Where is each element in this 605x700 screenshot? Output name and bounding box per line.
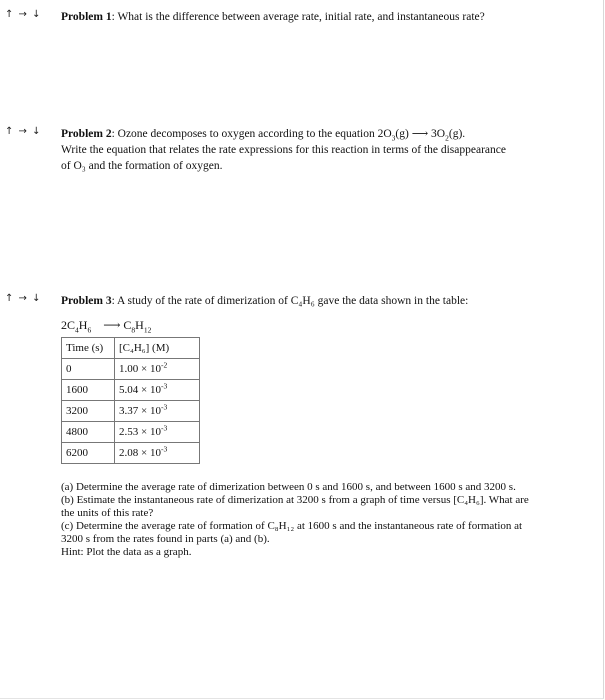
table-row xyxy=(62,401,200,422)
problem-2-line-1 xyxy=(61,126,551,142)
dimerization-data-table xyxy=(61,337,200,464)
concentration-cell: $5.04 \times 10^{-3}$ xyxy=(115,380,200,401)
problem-3 xyxy=(61,293,551,309)
header-time: Time (s) xyxy=(62,338,115,359)
part-c: (c) Determine the average rate of formation of C₈H₁₂ at 1600 s and the instantaneous rate of formation at 3200 s from the rates found in parts (a) and (b). xyxy=(61,520,523,545)
ozone-subscript: 3 xyxy=(391,133,396,143)
table-row xyxy=(62,380,200,401)
part-b: (b) Estimate the instantaneous rate of dimerization at 3200 s from a graph of time versus [C₄H₆]. What are the units of this rate? xyxy=(61,494,529,519)
concentration-cell: $2.08 \times 10^{-3}$ xyxy=(115,443,200,464)
product-h-subscript: 12 xyxy=(143,325,152,335)
problem-3-parts xyxy=(61,481,541,559)
problem-2-line-3: of O₃ and the formation of oxygen. xyxy=(61,160,223,172)
time-cell: 3200 xyxy=(62,401,115,422)
table-row xyxy=(62,443,200,464)
dimerization-equation xyxy=(61,318,151,333)
problem-2 xyxy=(61,126,551,174)
reorder-arrows-icon-2[interactable]: ↑ → ↓ xyxy=(5,126,42,137)
reorder-arrows-icon-1[interactable]: ↑ → ↓ xyxy=(5,9,42,20)
problem-3-text: : A study of the rate of dimerization of C₄H₆ gave the data shown in the table: xyxy=(111,295,469,307)
oxygen-subscript: 2 xyxy=(445,133,449,143)
product-c-subscript: 8 xyxy=(131,325,136,335)
problem-2-equation-end: (g). xyxy=(448,128,466,140)
product-c: C xyxy=(123,318,132,332)
time-cell: 6200 xyxy=(62,443,115,464)
time-cell: 4800 xyxy=(62,422,115,443)
header-concentration: [C₄H₆] (M) xyxy=(115,338,200,359)
problem-1-label: Problem 1 xyxy=(61,11,112,23)
reactant-c-subscript: 4 xyxy=(75,325,79,335)
problem-1 xyxy=(61,9,551,25)
reactant-h-subscript: 6 xyxy=(87,325,92,335)
table-row xyxy=(62,359,200,380)
table-header-row xyxy=(62,338,200,359)
problem-2-equation-mid: (g) ⟶ 3O xyxy=(395,128,446,140)
problem-2-text: : Ozone decomposes to oxygen according to the equation 2O xyxy=(111,128,392,140)
problem-2-label: Problem 2 xyxy=(61,128,112,140)
reactant-c: 2C xyxy=(61,318,76,332)
reactant-h: H xyxy=(78,318,88,332)
concentration-cell: $3.37 \times 10^{-3}$ xyxy=(115,401,200,422)
table-row xyxy=(62,422,200,443)
problem-2-line-2: Write the equation that relates the rate expressions for this reaction in terms of the disappearance xyxy=(61,144,506,156)
time-cell: 0 xyxy=(62,359,115,380)
time-cell: 1600 xyxy=(62,380,115,401)
concentration-cell: $2.53 \times 10^{-3}$ xyxy=(115,422,200,443)
hint: Hint: Plot the data as a graph. xyxy=(61,546,192,558)
problem-3-label: Problem 3 xyxy=(61,295,112,307)
problem-1-text: : What is the difference between average rate, initial rate, and instantaneous rate? xyxy=(111,11,485,23)
concentration-cell: $1.00 \times 10^{-2}$ xyxy=(115,359,200,380)
part-a: (a) Determine the average rate of dimerization between 0 s and 1600 s, and between 1600 s and 3200 s. xyxy=(61,481,516,493)
product-h: H xyxy=(135,318,144,332)
reorder-arrows-icon-3[interactable]: ↑ → ↓ xyxy=(5,293,42,304)
reaction-arrow-icon: ⟶ xyxy=(103,318,121,332)
